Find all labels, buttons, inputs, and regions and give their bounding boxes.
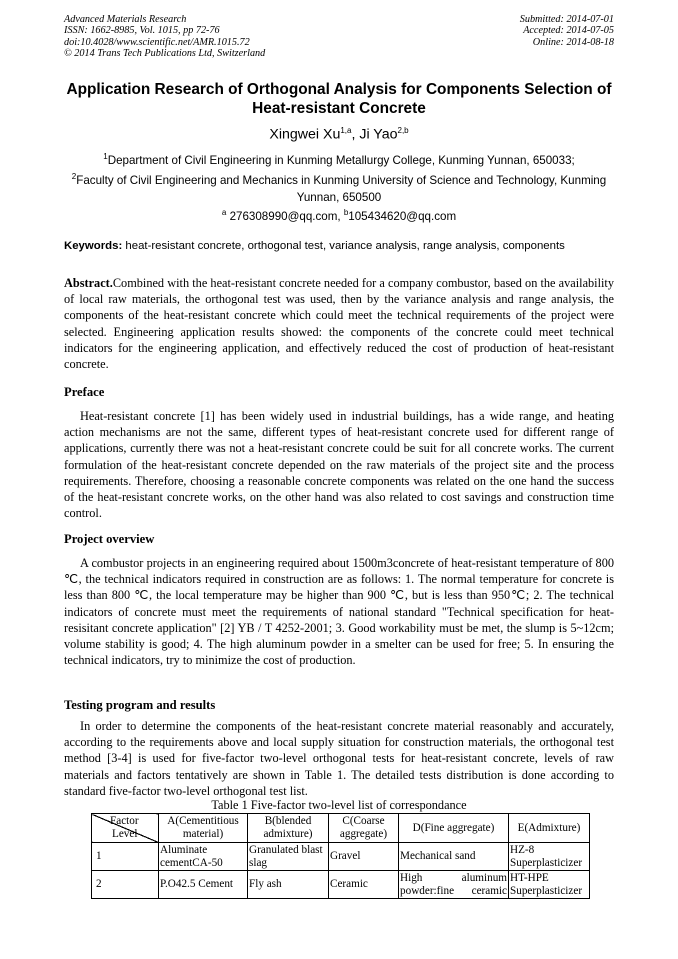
table-header-cell: D(Fine aggregate) (399, 814, 509, 843)
table-header-cell: B(blended admixture) (248, 814, 329, 843)
table-level-cell: 1 (92, 843, 159, 871)
journal-copyright: © 2014 Trans Tech Publications Ltd, Switzerland (64, 48, 266, 60)
journal-issn: ISSN: 1662-8985, Vol. 1015, pp 72-76 (64, 25, 220, 37)
author-superscript: 2,b (397, 126, 409, 135)
author-emails (0, 204, 678, 225)
email-marker: a (221, 208, 227, 217)
table-corner-cell (92, 814, 159, 843)
table-cell: Mechanical sand (399, 843, 509, 871)
table-cell: High aluminum powder:fine ceramic (399, 871, 509, 899)
date-submitted: Submitted: 2014-07-01 (519, 14, 614, 25)
table-cell: Granulated blast slag (248, 843, 329, 871)
factor-level-table (91, 813, 590, 899)
affiliation-text: Department of Civil Engineering in Kunming Metallurgy College, Kunming Yunnan, 650033; (107, 153, 575, 167)
author-superscript: 1,a (340, 126, 352, 135)
paper-title: Application Research of Orthogonal Analysis for Components Selection of Heat-resistant Concrete (66, 81, 612, 117)
email-marker: b (343, 208, 349, 217)
journal-header-left (64, 14, 265, 60)
table-header-cell: C(Coarse aggregate) (329, 814, 399, 843)
section-body-testing: In order to determine the components of the heat-resistant concrete material reasonably and accurately, according to the requirements above and local supply situation for construction materials, the orthogonal test method [3-4] is used for five-factor two-level orthogonal tests for heat-resistant concrete, levels of raw materials and factors tentatively are shown in Table 1. The detailed tests distribution is done according to standard five-factor two-level orthogonal test list. (64, 719, 614, 798)
corner-factor-label: Factor (110, 815, 139, 827)
table-cell: Gravel (329, 843, 399, 871)
table-cell: Aluminate cementCA-50 (159, 843, 248, 871)
journal-name: Advanced Materials Research (64, 14, 187, 25)
email-b: 105434620@qq.com (348, 209, 457, 223)
affiliation-2 (60, 168, 618, 206)
affiliation-marker: 1 (103, 152, 108, 161)
journal-doi: doi:10.4028/www.scientific.net/AMR.1015.72 (64, 36, 250, 48)
table-row (92, 843, 590, 871)
section-heading-project-overview: Project overview (64, 532, 155, 546)
author-separator: , (351, 126, 360, 143)
table-cell: HT-HPE Superplasticizer (509, 871, 590, 899)
table-cell: HZ-8 Superplasticizer (509, 843, 590, 871)
corner-level-label: Level (112, 828, 138, 841)
section-body-preface: Heat-resistant concrete [1] has been widely used in industrial buildings, has a wide range, and heating action mechanisms are not the same, different types of heat-resistant concrete used for different range of applications, currently there was not a heat-resistant concrete could be suit for all concrete works. The current formulation of the heat-resistant concrete depended on the raw materials of the project site and the process requirements. Therefore, choosing a reasonable concrete components was related on the one hand the success of the heat-resistant concrete works, on the other hand was also related to cost savings and construction time control. (64, 409, 614, 521)
table-row (92, 871, 590, 899)
section-body-project-overview: A combustor projects in an engineering required about 1500m3concrete of heat-resistant temperature of 800 ℃, the technical indicators required in construction are as follows: 1. The normal temperature for concrete is less than 800 ℃, the local temperature may be higher than 900 ℃, but is less than 950℃; 2. The technical indicators of concrete must meet the requirements of national standard "Technical specification for heat-resisitant concrete application" [2] YB / T 4252-2001; 3. Good workability must be met, the slump is 5~12cm; volume stability is good; 4. The high aluminum powder in a smelter can be used for free; 5. In ensuring the technical indicators, try to minimize the cost of production. (64, 556, 614, 668)
table-cell: Ceramic (329, 871, 399, 899)
affiliation-marker: 2 (71, 172, 77, 181)
keywords (64, 238, 614, 254)
table-cell: P.O42.5 Cement (159, 871, 248, 899)
table-header-cell: A(Cementitious material) (159, 814, 248, 843)
email-a: 276308990@qq.com, (226, 209, 344, 223)
abstract (64, 275, 614, 372)
date-accepted: Accepted: 2014-07-05 (523, 25, 614, 37)
table-level-cell: 2 (92, 871, 159, 899)
table-header-row (92, 814, 590, 843)
keywords-label: Keywords: (64, 240, 123, 252)
abstract-label: Abstract. (64, 276, 113, 290)
keywords-text: heat-resistant concrete, orthogonal test, variance analysis, range analysis, components (122, 240, 565, 252)
journal-header-right (520, 14, 614, 48)
table-caption: Table 1 Five-factor two-level list of correspondance (211, 798, 467, 812)
table-header-cell: E(Admixture) (509, 814, 590, 843)
author-name: Xingwei Xu (269, 126, 341, 143)
author-name: Ji Yao (359, 126, 398, 143)
author-list (0, 122, 678, 144)
affiliation-1 (60, 148, 618, 169)
date-online: Online: 2014-08-18 (532, 36, 614, 48)
table-cell: Fly ash (248, 871, 329, 899)
affiliation-text: Faculty of Civil Engineering and Mechanics in Kunming University of Science and Technology, Kunming Yunnan, 650500 (76, 173, 607, 204)
section-heading-preface: Preface (64, 385, 105, 399)
abstract-text: Combined with the heat-resistant concrete needed for a company combustor, based on the availability of local raw materials, the orthogonal test was used, then by the variance analysis and range analysis, the components of the heat-resistant concrete which could meet the technical requirements of the project were selected. Engineering application results showed: the components of the concrete could meet technical indicators for the engineering application, and effectively reduced the cost of production of heat-resistant concrete. (64, 276, 614, 372)
section-heading-testing: Testing program and results (64, 698, 216, 712)
